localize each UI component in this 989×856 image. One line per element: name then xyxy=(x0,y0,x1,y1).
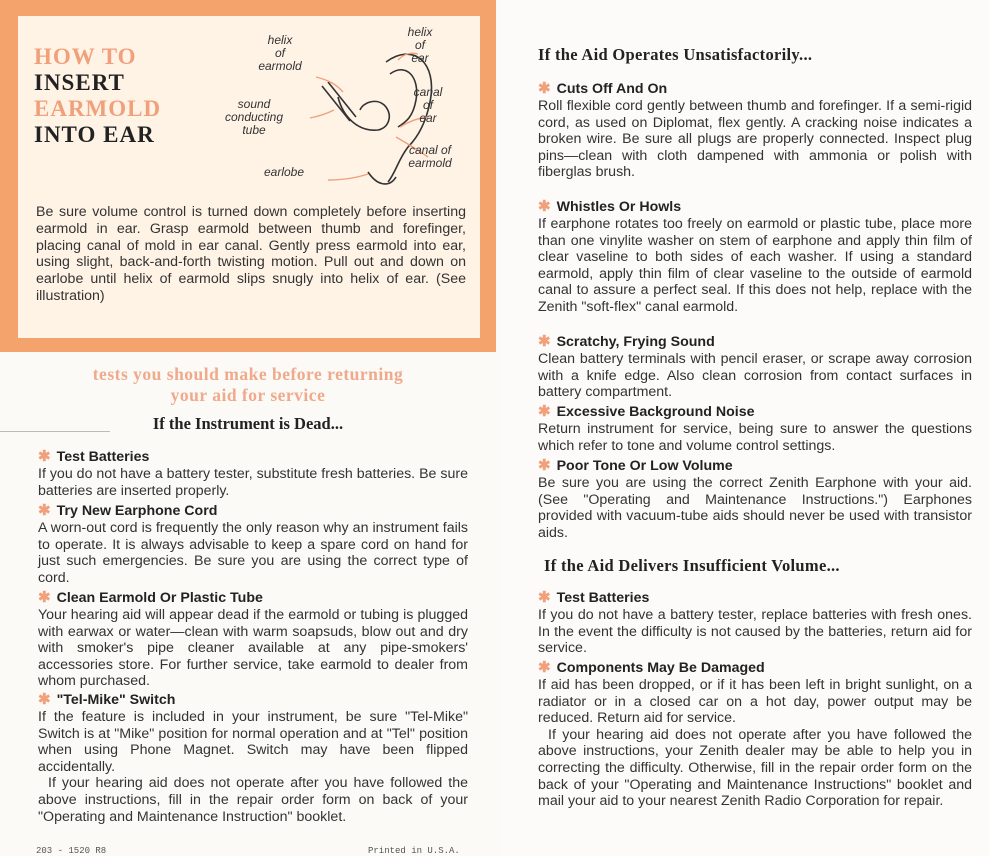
list-item xyxy=(538,333,972,401)
item-title: Test Batteries xyxy=(556,590,650,606)
item-title: Clean Earmold Or Plastic Tube xyxy=(56,590,263,606)
list-item xyxy=(38,448,468,499)
item-title: Try New Earphone Cord xyxy=(56,503,218,519)
asterisk-icon: ✱ xyxy=(538,403,551,420)
list-item xyxy=(38,502,468,586)
tests-heading-line-1: tests you should make before returning xyxy=(92,364,404,384)
asterisk-icon: ✱ xyxy=(38,448,51,465)
list-item xyxy=(538,659,972,810)
asterisk-icon: ✱ xyxy=(538,80,551,97)
insert-earmold-panel xyxy=(0,0,496,352)
title-line-3: EARMOLD xyxy=(34,96,162,121)
item-title: Poor Tone Or Low Volume xyxy=(556,458,733,474)
list-item xyxy=(538,80,972,181)
insert-earmold-box xyxy=(18,16,480,338)
item-title: Components May Be Damaged xyxy=(556,660,765,676)
tests-heading-line-2: your aid for service xyxy=(170,385,326,405)
item-text: Roll flexible cord gently between thumb and forefinger. If a semi-rigid cord, as used on Diplomat, flex gently. A cracking noise indicates a broken wire. Be sure all plugs are properly connected. Inspect plug pins—clean with cloth dampened with ammonia or polish with fiberglas brush. xyxy=(538,98,972,181)
asterisk-icon: ✱ xyxy=(538,333,551,350)
label-canal-earmold: canal of earmold xyxy=(408,143,452,170)
item-text: A worn-out cord is frequently the only reason why an instrument fails to operate. It is always advisable to keep a spare cord on hand for just such emergencies. Be sure you are using the correct type of cord. xyxy=(38,520,468,586)
list-item xyxy=(538,198,972,316)
earmold-shape xyxy=(338,97,389,130)
asterisk-icon: ✱ xyxy=(538,659,551,676)
printed-in-note: Printed in U.S.A. xyxy=(368,846,460,856)
insufficient-volume-heading: If the Aid Delivers Insufficient Volume... xyxy=(544,556,840,575)
item-title: Test Batteries xyxy=(56,449,150,465)
list-item xyxy=(538,403,972,454)
item-text: If you do not have a battery tester, substitute fresh batteries. Be sure batteries are inserted properly. xyxy=(38,466,468,499)
insertion-instructions: Be sure volume control is turned down completely before inserting earmold in ear. Grasp earmold between thumb and forefinger, placing canal of mold in ear canal. Gently press earmold into ear, using slight, back-and-forth twisting motion. Pull out and down on earlobe until helix of earmold slips snugly into helix of ear. (See illustration) xyxy=(36,204,466,304)
item-title: Scratchy, Frying Sound xyxy=(556,334,715,350)
label-sound-tube: sound conducting tube xyxy=(224,97,284,137)
arrow-earlobe xyxy=(328,174,368,180)
item-text: If aid has been dropped, or if it has been left in bright sunlight, on a radiator or in a closed car on a hot day, power output may be reduced. Return aid for service. xyxy=(538,677,972,727)
item-text: Clean battery terminals with pencil eraser, or scrape away corrosion with a knife edge. Also clean corrosion from contact surfaces in battery compartment. xyxy=(538,351,972,401)
title-line-1: HOW TO xyxy=(34,44,137,69)
item-text: If earphone rotates too freely on earmold or plastic tube, place more than one vinylite washer on stem of earphone and apply thin film of clear vaseline to both sides of each washer. If using a standard earmold, apply thin film of clear vaseline to the outside of earmold canal to assure a perfect seal. If this does not help, replace with the Zenith "soft-flex" canal earmold. xyxy=(538,216,972,315)
item-title: Excessive Background Noise xyxy=(556,404,755,420)
asterisk-icon: ✱ xyxy=(38,589,51,606)
item-text: Be sure you are using the correct Zenith Earphone with your aid. (See "Operating and Maintenance Instructions.") Earphones provided with vacuum-tube aids should never be used with transistor aids. xyxy=(538,475,972,541)
asterisk-icon: ✱ xyxy=(538,589,551,606)
asterisk-icon: ✱ xyxy=(38,502,51,519)
arrow-sound-tube xyxy=(310,110,334,118)
item-title: "Tel-Mike" Switch xyxy=(56,692,176,708)
item-text: If you do not have a battery tester, replace batteries with fresh ones. In the event the difficulty is not caused by the batteries, return aid for service. xyxy=(538,607,972,657)
title-line-4: INTO EAR xyxy=(34,122,155,147)
label-helix-earmold: helix of earmold xyxy=(258,33,302,73)
label-helix-ear: helix of ear xyxy=(407,25,433,65)
title-line-2: INSERT xyxy=(34,70,125,95)
closing-text: If your hearing aid does not operate after you have followed the above instructions, your Zenith dealer may be able to help you in correcting the difficulty. Otherwise, fill in the repair order form on the back of your "Operating and Maintenance Instructions" booklet and mail your aid to your nearest Zenith Radio Corporation for repair. xyxy=(538,726,972,810)
item-title: Cuts Off And On xyxy=(556,81,668,97)
item-title: Whistles Or Howls xyxy=(556,199,682,215)
closing-text: If your hearing aid does not operate after you have followed the above instructions, fill in the repair order form on back of your "Operating and Maintenance Instruction" booklet. xyxy=(38,775,468,825)
dead-heading: If the Instrument is Dead... xyxy=(152,414,344,433)
item-text: Return instrument for service, being sure to answer the questions which refer to tone and volume control settings. xyxy=(538,421,972,454)
right-panel xyxy=(500,0,989,855)
asterisk-icon: ✱ xyxy=(538,198,551,215)
list-item xyxy=(538,589,972,657)
item-text: Your hearing aid will appear dead if the earmold or tubing is plugged with earwax or water—clean with warm soapsuds, blow out and dry with smoker's pipe cleaner available at any pipe-smokers' accessories store. For further service, take earmold to dealer from whom purchased. xyxy=(38,607,468,690)
label-canal-ear: canal of ear xyxy=(413,85,443,125)
item-text: If the feature is included in your instrument, be sure "Tel-Mike" Switch is at "Mike" position for normal operation and at "Tel" position when using Phone Magnet. Switch may have been flipped accidentally. xyxy=(38,709,468,775)
asterisk-icon: ✱ xyxy=(38,691,51,708)
form-number: 203 - 1520 R8 xyxy=(36,846,107,856)
list-item xyxy=(38,691,468,825)
unsatisfactory-heading: If the Aid Operates Unsatisfactorily... xyxy=(538,45,813,64)
list-item xyxy=(538,457,972,541)
earlobe-shape xyxy=(368,172,396,184)
list-item xyxy=(38,589,468,690)
tests-heading xyxy=(0,364,496,406)
asterisk-icon: ✱ xyxy=(538,457,551,474)
label-earlobe: earlobe xyxy=(263,165,305,179)
